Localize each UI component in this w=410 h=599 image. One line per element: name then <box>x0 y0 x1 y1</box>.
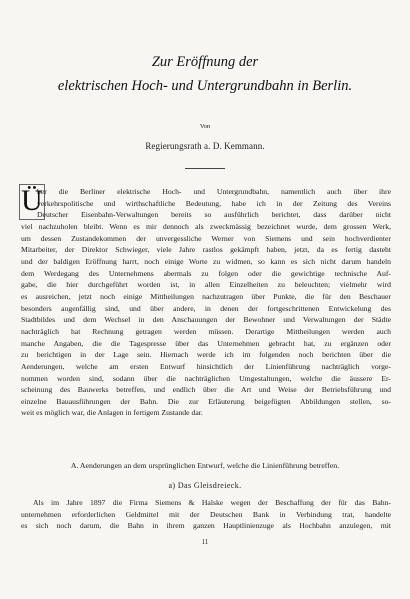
subsection-heading: a) Das Gleisdreieck. <box>168 481 242 490</box>
text-line: Als im Jahre 1897 die Firma Siemens & Halske wegen der Beschaffung der für das Bahn- <box>33 498 391 507</box>
text-line: einzelne Bauausführungen der Bahn. Die zur Erläuterung beigefügten Abbildungen stellen, so- <box>21 396 391 406</box>
author-name: Regierungsrath a. D. Kemmann. <box>145 141 265 151</box>
text-line: besonders augenfällig sind, und über andere, in denen der fortgeschrittenen Entwickelung des <box>21 303 391 313</box>
text-line: es sich noch darum, die Bahn in ihrem ganzen Hauptlinienzuge als Hochbahn anzulegen, mit <box>21 521 391 531</box>
title-divider <box>185 168 225 169</box>
text-line: unternehmen erforderlichen Geldmittel mit der Deutschen Bank in Verbindung trat, handelte <box>21 509 391 519</box>
text-line: manche Angaben, die die Tagespresse über das Unternehmen gebracht hat, zu ergänzen oder <box>21 338 391 348</box>
text-line: Stadtbildes und dem Wechsel in den Anschauungen der Bewohner und Verwaltungen der Städte <box>21 315 391 325</box>
text-line: gabe, die hier durchgeführt worden ist, in allen Einzelheiten zu beleuchten; vielmehr wird <box>21 280 391 290</box>
text-line: nommen worden sind, sodann über die nachträglichen Umgestaltungen, welche die äussere Er- <box>21 373 391 383</box>
text-line: dem Werdegang des Unternehmens abermals zu folgen oder die gewichtige technische Auf- <box>21 268 391 278</box>
text-line: viel nachzuholen bleibt. Wenn es mir dennoch als zweckmässig bezeichnet wurde, dem grossen Werk, <box>21 221 391 231</box>
title-line-1: Zur Eröffnung der <box>151 54 259 70</box>
text-line: weit es möglich war, die Anlagen in fertigem Zustande dar. <box>21 408 203 418</box>
text-line: ber die Berliner elektrische Hoch- und Untergrundbahn, namentlich auch über ihre <box>37 187 391 196</box>
text-line: um dessen Zustandekommen der unvergessliche Werner von Siemens und sein hochverdienter <box>21 233 391 243</box>
text-line: scheinung des Bauwerks betreffen, und endlich über die Art und Weise der Betriebsführung und <box>21 385 391 395</box>
text-line: nachträglich hat Rechnung getragen werden müssen. Derartige Mittheilungen werden auch <box>21 326 391 336</box>
text-line: zu berichtigen in der Lage sein. Hiernach werde ich im folgenden noch berichten über die <box>21 350 391 360</box>
intro-paragraph <box>21 186 391 419</box>
text-line: es ausreichen, jetzt noch einige Mittheilungen nachzutragen über Punkte, die für den Beschauer <box>21 291 391 301</box>
text-line: Aenderungen, welche am ersten Entwurf hinsichtlich der Linienführung nachträglich vorge- <box>21 361 391 371</box>
dropcap-letter: Ü <box>21 184 43 217</box>
page-number: 11 <box>201 539 209 546</box>
body-paragraph <box>21 497 391 532</box>
text-line: verkehrspolitische und wirthschaftliche Bedeutung, habe ich in der Zeitung des Vereins <box>37 198 391 208</box>
text-line: Mitarbeiter, der Direktor Schwieger, viele Jahre rastlos gekämpft haben, jetzt, da es fertig dasteht <box>21 245 391 255</box>
text-line: Deutscher Eisenbahn-Verwaltungen bereits so ausführlich berichtet, dass darüber nicht <box>37 210 391 220</box>
text-line: und der baldigen Eröffnung harrt, noch einige Worte zu widmen, so kann es sich nicht darum handeln <box>21 256 391 266</box>
section-heading: A. Aenderungen an dem ursprünglichen Entwurf, welche die Linienführung betreffen. <box>70 461 340 470</box>
title-line-2: elektrischen Hoch- und Untergrundbahn in Berlin. <box>57 78 353 94</box>
byline-von: Von <box>199 123 211 130</box>
